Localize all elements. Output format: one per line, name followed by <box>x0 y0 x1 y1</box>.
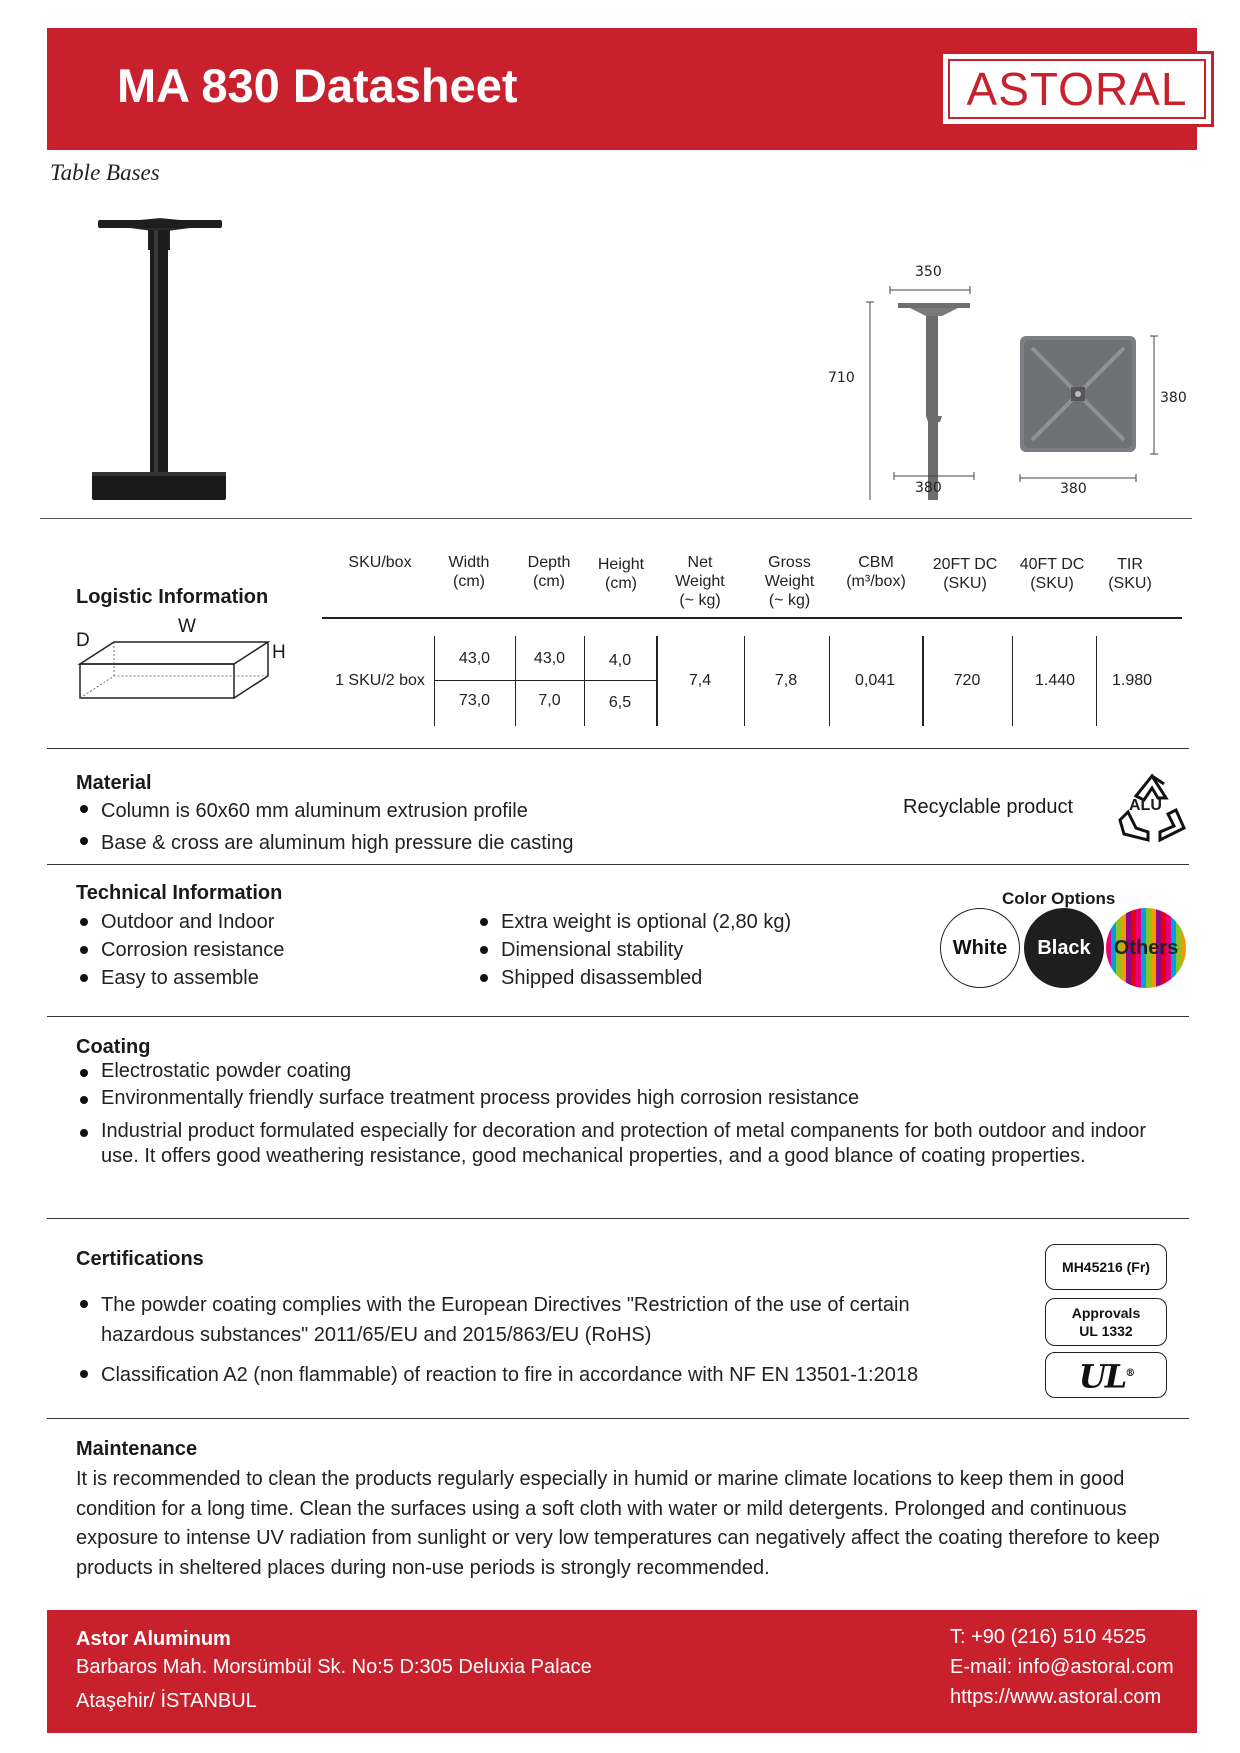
product-category: Table Bases <box>50 160 160 185</box>
divider <box>40 518 1192 519</box>
dim-height: 710 <box>828 370 855 386</box>
certifications-list <box>76 1290 956 1390</box>
logo-text: ASTORAL <box>948 59 1206 119</box>
cell-20ft: 720 <box>953 672 981 689</box>
brand-logo <box>940 51 1214 127</box>
footer-company: Astor Aluminum <box>76 1628 231 1650</box>
footer-email[interactable]: E-mail: info@astoral.com <box>950 1656 1174 1678</box>
base-plate <box>92 472 226 500</box>
col-header-depth: Depth (cm) <box>527 554 571 590</box>
maintenance-title: Maintenance <box>76 1438 198 1460</box>
technical-list-1 <box>76 908 456 992</box>
list-item: Base & cross are aluminum high pressure die casting <box>76 827 776 859</box>
color-others: Others <box>1106 908 1186 988</box>
technical-title: Technical Information <box>76 882 283 904</box>
recyclable-text: Recyclable product <box>903 796 1074 818</box>
cert-badge-mh: MH45216 (Fr) <box>1045 1244 1167 1290</box>
list-item: Corrosion resistance <box>76 936 456 964</box>
divider <box>47 1016 1189 1017</box>
material-list <box>76 795 776 859</box>
cell-tir: 1.980 <box>1111 672 1153 689</box>
cell-40ft: 1.440 <box>1034 672 1076 689</box>
dim-square-width: 380 <box>1060 481 1087 497</box>
col-header-tir: TIR (SKU) <box>1108 556 1152 592</box>
list-item: The powder coating complies with the European Directives "Restriction of the use of certain hazardous substances" 2011/65/EU and 2015/863/EU (RoHS) <box>76 1290 956 1350</box>
product-photo <box>80 210 240 510</box>
cell-width-2: 73,0 <box>458 692 491 709</box>
list-item: Industrial product formulated especially for decoration and protection of metal companents for both outdoor and indoor use. It offers good weathering resistance, good mechanical properties, and a good blance of coating properties. <box>76 1119 1156 1169</box>
footer <box>47 1610 1197 1733</box>
footer-phone: T: +90 (216) 510 4525 <box>950 1626 1147 1648</box>
maintenance-text: It is recommended to clean the products regularly especially in humid or marine climate locations to keep them in good condition for a long time. Clean the surfaces using a soft cloth with water or mild detergents. Prolonged and continuous exposure to intense UV radiation from sunlight or very low temperatures can negatively affect the coating therefore to keep products in sheltered places during non-use periods is strongly recommended. <box>76 1468 1160 1579</box>
list-item: Dimensional stability <box>476 936 896 964</box>
dim-square-side: 380 <box>1160 390 1187 406</box>
footer-website[interactable]: https://www.astoral.com <box>950 1686 1162 1708</box>
list-item: Electrostatic powder coating <box>76 1059 1156 1084</box>
cell-sku-box: 1 SKU/2 box <box>335 672 425 689</box>
divider <box>47 748 1189 749</box>
cell-net-weight: 7,4 <box>688 672 712 689</box>
col-header-height: Height (cm) <box>597 556 645 592</box>
divider <box>47 1218 1189 1219</box>
color-black: Black <box>1024 908 1104 988</box>
col-header-20ft: 20FT DC (SKU) <box>932 556 998 592</box>
divider <box>47 864 1189 865</box>
list-item: Easy to assemble <box>76 964 456 992</box>
col-header-40ft: 40FT DC (SKU) <box>1019 556 1085 592</box>
cell-height-2: 6,5 <box>608 694 632 711</box>
list-item: Shipped disassembled <box>476 964 896 992</box>
list-item: Column is 60x60 mm aluminum extrusion profile <box>76 795 776 827</box>
list-item: Extra weight is optional (2,80 kg) <box>476 908 896 936</box>
footer-address-line1: Barbaros Mah. Morsümbül Sk. No:5 D:305 Deluxia Palace <box>76 1656 592 1678</box>
box-diagram <box>74 630 294 710</box>
coating-title: Coating <box>76 1036 151 1058</box>
box-label-h: H <box>272 642 286 663</box>
col-header-net-weight: Net Weight (~ kg) <box>675 554 725 609</box>
list-item: Outdoor and Indoor <box>76 908 456 936</box>
footer-address-line2: Ataşehir/ İSTANBUL <box>76 1690 257 1712</box>
cell-depth-1: 43,0 <box>533 650 566 667</box>
dim-top-width: 350 <box>915 264 942 280</box>
col-header-gross-weight: Gross Weight (~ kg) <box>764 554 815 609</box>
alu-label: ALU <box>1129 797 1162 814</box>
box-label-w: W <box>178 616 196 637</box>
ul-mark-icon: UL® <box>1045 1352 1167 1398</box>
cell-depth-2: 7,0 <box>538 692 561 709</box>
list-item: Environmentally friendly surface treatment process provides high corrosion resistance <box>76 1086 1156 1111</box>
certifications-title: Certifications <box>76 1248 204 1270</box>
box-label-d: D <box>76 630 90 651</box>
cell-width-1: 43,0 <box>458 650 491 667</box>
coating-list <box>76 1059 1156 1169</box>
col-header-sku-box: SKU/box <box>348 554 412 571</box>
col-header-cbm: CBM (m³/box) <box>846 554 906 590</box>
color-options-title: Color Options <box>1002 889 1116 908</box>
dim-base-width: 380 <box>915 480 942 496</box>
logistic-title: Logistic Information <box>76 586 269 608</box>
cert-badge-ul: Approvals UL 1332 <box>1045 1298 1167 1346</box>
divider <box>47 1418 1189 1419</box>
table-header-rule <box>322 617 1182 619</box>
cell-gross-weight: 7,8 <box>774 672 798 689</box>
top-view-drawing <box>1010 330 1180 490</box>
material-title: Material <box>76 772 152 794</box>
header-banner <box>47 28 1197 150</box>
cell-cbm: 0,041 <box>854 672 896 689</box>
cell-height-1: 4,0 <box>608 652 632 669</box>
list-item: Classification A2 (non flammable) of reaction to fire in accordance with NF EN 13501-1:2018 <box>76 1360 956 1390</box>
technical-list-2 <box>476 908 896 992</box>
column <box>150 230 168 480</box>
color-white: White <box>940 908 1020 988</box>
page-title: MA 830 Datasheet <box>117 59 518 112</box>
col-header-width: Width (cm) <box>448 554 490 590</box>
